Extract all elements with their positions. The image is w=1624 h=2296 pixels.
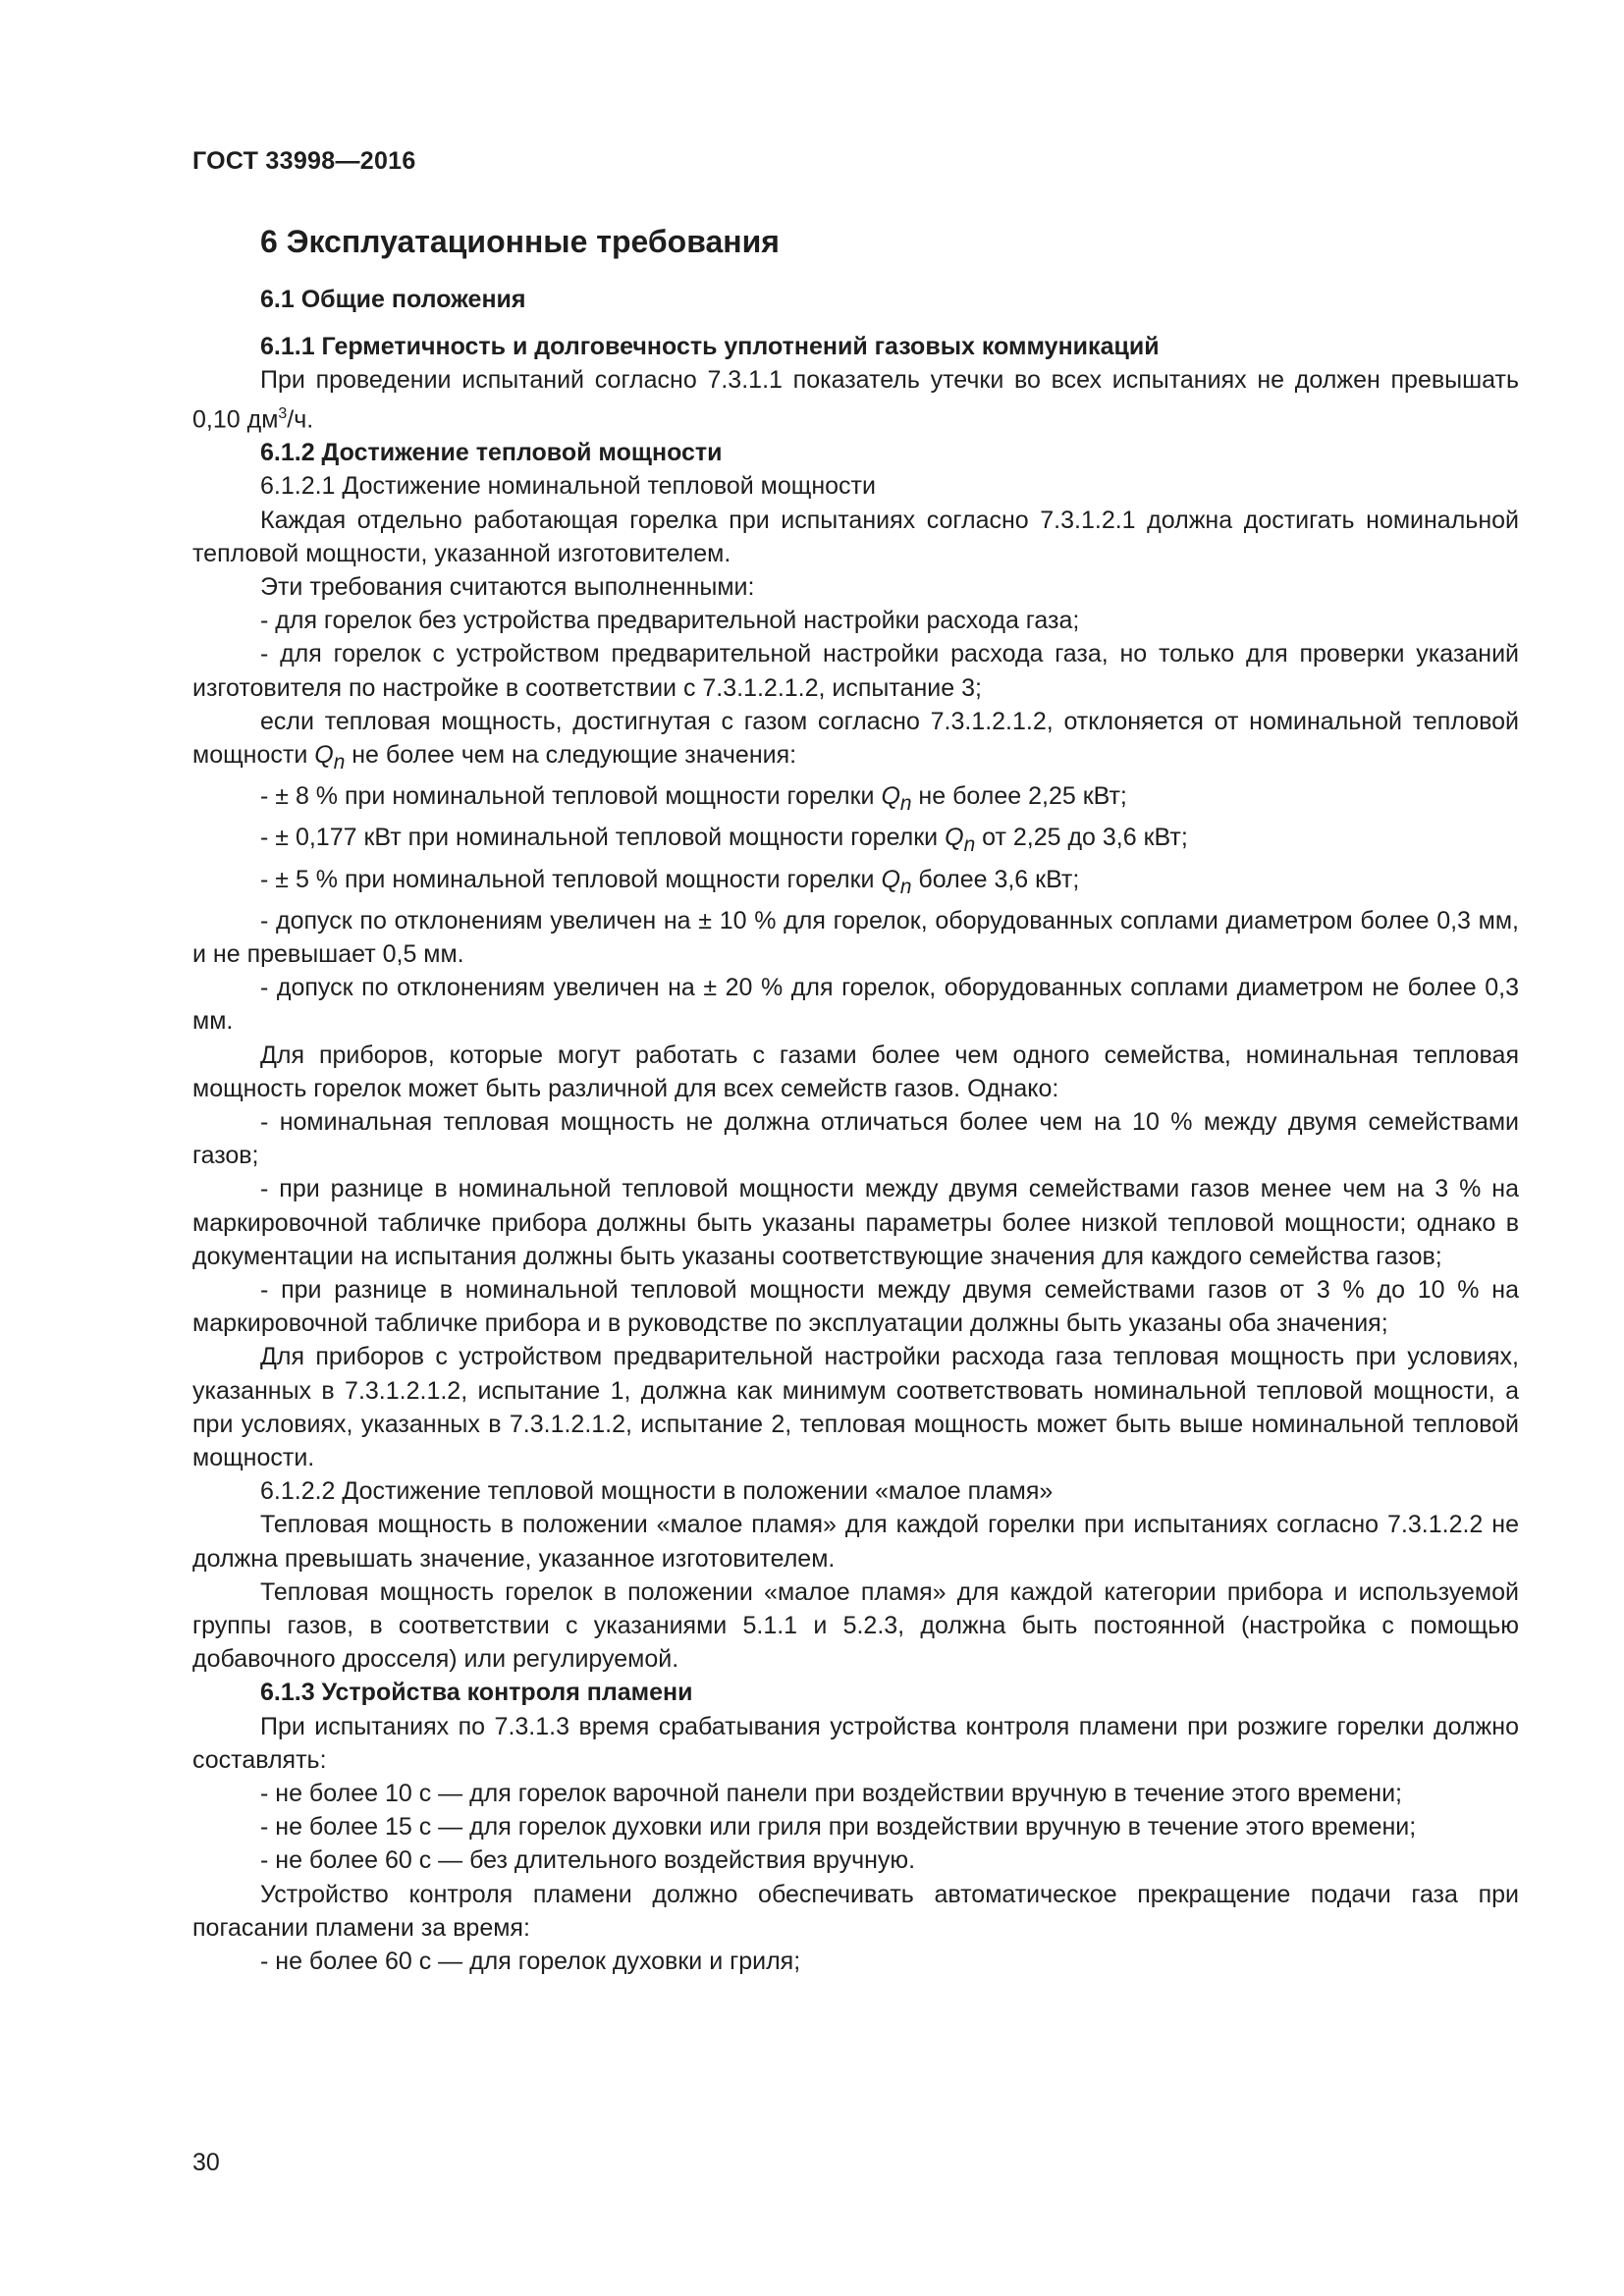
paragraph: При проведении испытаний согласно 7.3.1.1 показатель утечки во всех испытаниях не должен превышать 0,10 $дм^3/ч$. <box>192 366 1519 433</box>
paragraph: Тепловая мощность горелок в положении «малое пламя» для каждой категории прибора и используемой группы газов, в соответствии с указаниями 5.1.1 и 5.2.3, должна быть постоянной (настройка с помощью добавочного дросселя) или регулируемой. <box>192 1577 1519 1674</box>
list-item: - не более 60 с — без длительного воздействия вручную. <box>260 1846 916 1875</box>
document-code: ГОСТ 33998—2016 <box>192 147 416 175</box>
list-item: - ± 5 % при номинальной тепловой мощности горелки $Q_n$ более 3,6 кВт; <box>260 865 1080 898</box>
list-item: - не более 60 с — для горелок духовки и гриля; <box>260 1948 801 1976</box>
subsection-6-1-2-2-heading: 6.1.2.2 Достижение тепловой мощности в положении «малое пламя» <box>260 1477 1054 1506</box>
list-item: - для горелок без устройства предварительной настройки расхода газа; <box>260 607 1080 635</box>
list-item: - ± 0,177 кВт при номинальной тепловой мощности горелки $Q_n$ от 2,25 до 3,6 кВт; <box>260 824 1188 857</box>
list-item: - при разнице в номинальной тепловой мощности между двумя семействами газов от 3 % до 10 % на маркировочной табличке прибора и в руководстве по эксплуатации должны быть указаны оба значения; <box>192 1276 1519 1338</box>
paragraph: если тепловая мощность, достигнутая с газом согласно 7.3.1.2.1.2, отклоняется от номинальной тепловой мощности $Q_n$ не более чем на следующие значения: <box>192 707 1519 774</box>
section-6-1-1-heading: 6.1.1 Герметичность и долговечность уплотнений газовых коммуникаций <box>260 333 1160 361</box>
paragraph: Для приборов с устройством предварительной настройки расхода газа тепловая мощность при условиях, указанных в 7.3.1.2.1.2, испытание 1, должна как минимум соответствовать номинальной тепловой мощности, а при условиях, указанных в 7.3.1.2.1.2, испытание 2, тепловая мощность может быть выше номинальной тепловой мощности. <box>192 1343 1519 1472</box>
paragraph: Устройство контроля пламени должно обеспечивать автоматическое прекращение подачи газа при погасании пламени за время: <box>192 1880 1519 1942</box>
list-item: - при разнице в номинальной тепловой мощности между двумя семействами газов менее чем на 3 % на маркировочной табличке прибора должны быть указаны параметры более низкой тепловой мощности; однако в документации на испытания должны быть указаны соответствующие значения для каждого семейства газов; <box>192 1175 1519 1270</box>
section-6-1-3-heading: 6.1.3 Устройства контроля пламени <box>260 1679 693 1707</box>
subsection-6-1-2-1-heading: 6.1.2.1 Достижение номинальной тепловой мощности <box>260 472 876 501</box>
paragraph: При испытаниях по 7.3.1.3 время срабатывания устройства контроля пламени при розжиге горелки должно составлять: <box>192 1712 1519 1774</box>
list-item: - допуск по отклонениям увеличен на ± 10 % для горелок, оборудованных соплами диаметром более 0,3 мм, и не превышает 0,5 мм. <box>192 906 1519 968</box>
page-number: 30 <box>192 2149 220 2176</box>
list-item: - ± 8 % при номинальной тепловой мощности горелки $Q_n$ не более 2,25 кВт; <box>260 782 1127 816</box>
chapter-title: 6 Эксплуатационные требования <box>260 224 780 259</box>
section-6-1-2-heading: 6.1.2 Достижение тепловой мощности <box>260 439 723 467</box>
section-6-1-heading: 6.1 Общие положения <box>260 286 526 313</box>
paragraph: Тепловая мощность в положении «малое пламя» для каждой горелки при испытаниях согласно 7.3.1.2.2 не должна превышать значение, указанное изготовителем. <box>192 1511 1519 1573</box>
paragraph: Каждая отдельно работающая горелка при испытаниях согласно 7.3.1.2.1 должна достигать номинальной тепловой мощности, указанной изготовителем. <box>192 506 1519 567</box>
paragraph: Эти требования считаются выполненными: <box>260 572 755 601</box>
list-item: - допуск по отклонениям увеличен на ± 20 % для горелок, оборудованных соплами диаметром не более 0,3 мм. <box>192 974 1519 1036</box>
list-item: - не более 10 с — для горелок варочной панели при воздействии вручную в течение этого времени; <box>260 1780 1402 1808</box>
body-text <box>192 220 1519 1978</box>
list-item: - номинальная тепловая мощность не должна отличаться более чем на 10 % между двумя семействами газов; <box>192 1108 1519 1170</box>
list-item: - для горелок с устройством предварительной настройки расхода газа, но только для проверки указаний изготовителя по настройке в соответствии с 7.3.1.2.1.2, испытание 3; <box>192 640 1519 702</box>
list-item: - не более 15 с — для горелок духовки или гриля при воздействии вручную в течение этого времени; <box>260 1813 1417 1842</box>
paragraph: Для приборов, которые могут работать с газами более чем одного семейства, номинальная тепловая мощность горелок может быть различной для всех семейств газов. Однако: <box>192 1041 1519 1102</box>
